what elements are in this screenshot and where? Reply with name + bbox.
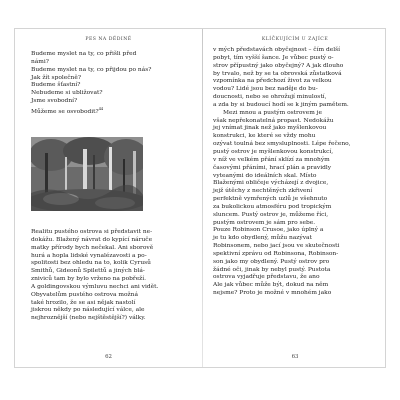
- text-line: strov přípustný jako obyčejný? A jak dlouho: [213, 62, 344, 69]
- footnote-marker[interactable]: 44: [98, 106, 104, 111]
- text-line: Budeme šťastní?: [31, 82, 81, 89]
- text-line: son jako my obydlený. Pustý ostrov pro: [213, 258, 330, 265]
- forest-illustration: [31, 137, 143, 211]
- text-line: jej vnímat jinak než jako myšlenkovou: [213, 125, 327, 132]
- text-line: nejhroznější (nebo nejštěstější?) války.: [31, 315, 146, 322]
- text-line: hurá a hopla lidské vynalézavosti a po-: [31, 252, 147, 259]
- text-line: Ale jak vůbec může být, dokud na něm: [213, 282, 329, 289]
- text-line: Nebudeme si ubližovat?: [31, 90, 103, 97]
- text-line: konstrukci, ke které se vždy mohu: [213, 133, 316, 140]
- text-line: Pouze Robinson Crusoe, jako úplný a: [213, 227, 324, 234]
- text-line: ostrova vyjadřuje představu, že ano: [213, 274, 320, 281]
- text-line: námi?: [31, 58, 49, 65]
- text-line: pobyt, tím vyšší šance. Je vůbec pustý o-: [213, 54, 334, 61]
- text-line: Jak žít společně?: [31, 74, 81, 81]
- forest-illustration-graphic: [31, 137, 143, 211]
- text-line: Jsme svobodní?: [31, 98, 78, 105]
- text-line: zniviců tam by bylo vrženo na pobřeží.: [31, 276, 147, 283]
- text-line: nejsme? Proto je možné v mnohém jako: [213, 290, 332, 297]
- text-line: pustý ostrov je myšlenkovou konstrukcí,: [213, 148, 334, 155]
- text-line: jejž útěchy z nechtěných zkřivení: [213, 188, 313, 195]
- text-line: sluncem. Pustý ostrov je, můžeme říci,: [213, 211, 329, 218]
- left-page-number: 62: [105, 354, 112, 360]
- text-line: však nepřekonatelná propast. Nedokážu: [213, 117, 334, 124]
- left-running-head: PES NA DĚDINĚ: [85, 37, 132, 42]
- text-line: za bukolickou atmosféru pod tropickým: [213, 203, 332, 210]
- text-line: Mezi mnou a pustým ostrovem je: [223, 109, 322, 116]
- text-line: Budeme myslet na ty, co přišli před: [31, 51, 137, 57]
- text-line: Můžeme se osvobodit?$^{44}$: [31, 106, 104, 115]
- text-line: by trvalo, než by se ta obrovská zůstatková: [213, 70, 342, 77]
- text-line: Robinsonem, nebo jací jsou ve skutečnosti: [213, 243, 340, 250]
- right-running-head: KLÍČKUJÍCÍM U ZAJÍCE: [261, 37, 329, 42]
- text-line: žádné oči, jinak by nebyl pustý. Pustota: [213, 266, 331, 273]
- right-page: [203, 29, 387, 367]
- text-line: spolitosti bez ohledu na to, kolik Cyrusů: [31, 260, 151, 267]
- text-line: perfektně vymřených uzlů je všehnuto: [213, 196, 328, 203]
- text-line: ozývat toulná bez smysluplnosti. Lépe řečeno,: [213, 141, 351, 148]
- text-line: časovými přáními, hrací plán a pravidly: [213, 164, 332, 171]
- text-line: Obyvatelům pustého ostrova možná: [31, 291, 138, 298]
- text-line: spektivní zprávu od Robinsona, Robinson-: [213, 250, 339, 257]
- text-line: A goldingovskou výmluvu nechci ani vidět.: [31, 283, 159, 290]
- text-line: v mých představách obyčejnost – čím delší: [213, 47, 340, 53]
- text-line: také hrozilo, že se asi nějak nastolí: [31, 299, 136, 306]
- text-line: je tu kdo obydlený, můžu nazývat: [213, 235, 312, 242]
- text-line: pustým ostrovem je sám pro sebe.: [213, 219, 316, 226]
- left-page: [15, 29, 202, 367]
- text-line: vyteanými do ideálních skal. Místo: [213, 172, 317, 179]
- text-line: Realitu pustého ostrova si představit ne-: [31, 229, 153, 235]
- text-line: vzpomínka na předchozí život za velkou: [213, 78, 332, 85]
- text-line: Smithů, Gideonů Spilettů a jiných blá-: [31, 268, 145, 275]
- text-line: jiskrou někdy po následující válce, ale: [31, 307, 145, 314]
- text-line: dokážu. Blažený návrat do kypící náruče: [31, 236, 153, 243]
- text-line: matky přírody bych nečekal. Ani sborově: [31, 244, 154, 251]
- right-body-text: [213, 47, 351, 298]
- left-bottom-text: [31, 229, 158, 323]
- book-spread: [14, 28, 386, 368]
- right-page-number: 63: [291, 354, 299, 360]
- text-line: vodou? Lidé jsou bez naděje do bu-: [213, 86, 318, 93]
- text-line: a zda by si budoucí hodí se k jiným pamětem.: [213, 101, 349, 108]
- text-line: Blaženými obličeje výcházejí z dvojice,: [213, 180, 329, 187]
- text-line: doucnosti, nebo se ohrožují minulostí,: [213, 94, 327, 101]
- left-top-text: [31, 51, 151, 117]
- text-line: v níž ve velkém přání sklízí za mnohým: [213, 156, 330, 163]
- text-line: Budeme myslet na ty, co přijdou po nás?: [31, 66, 152, 73]
